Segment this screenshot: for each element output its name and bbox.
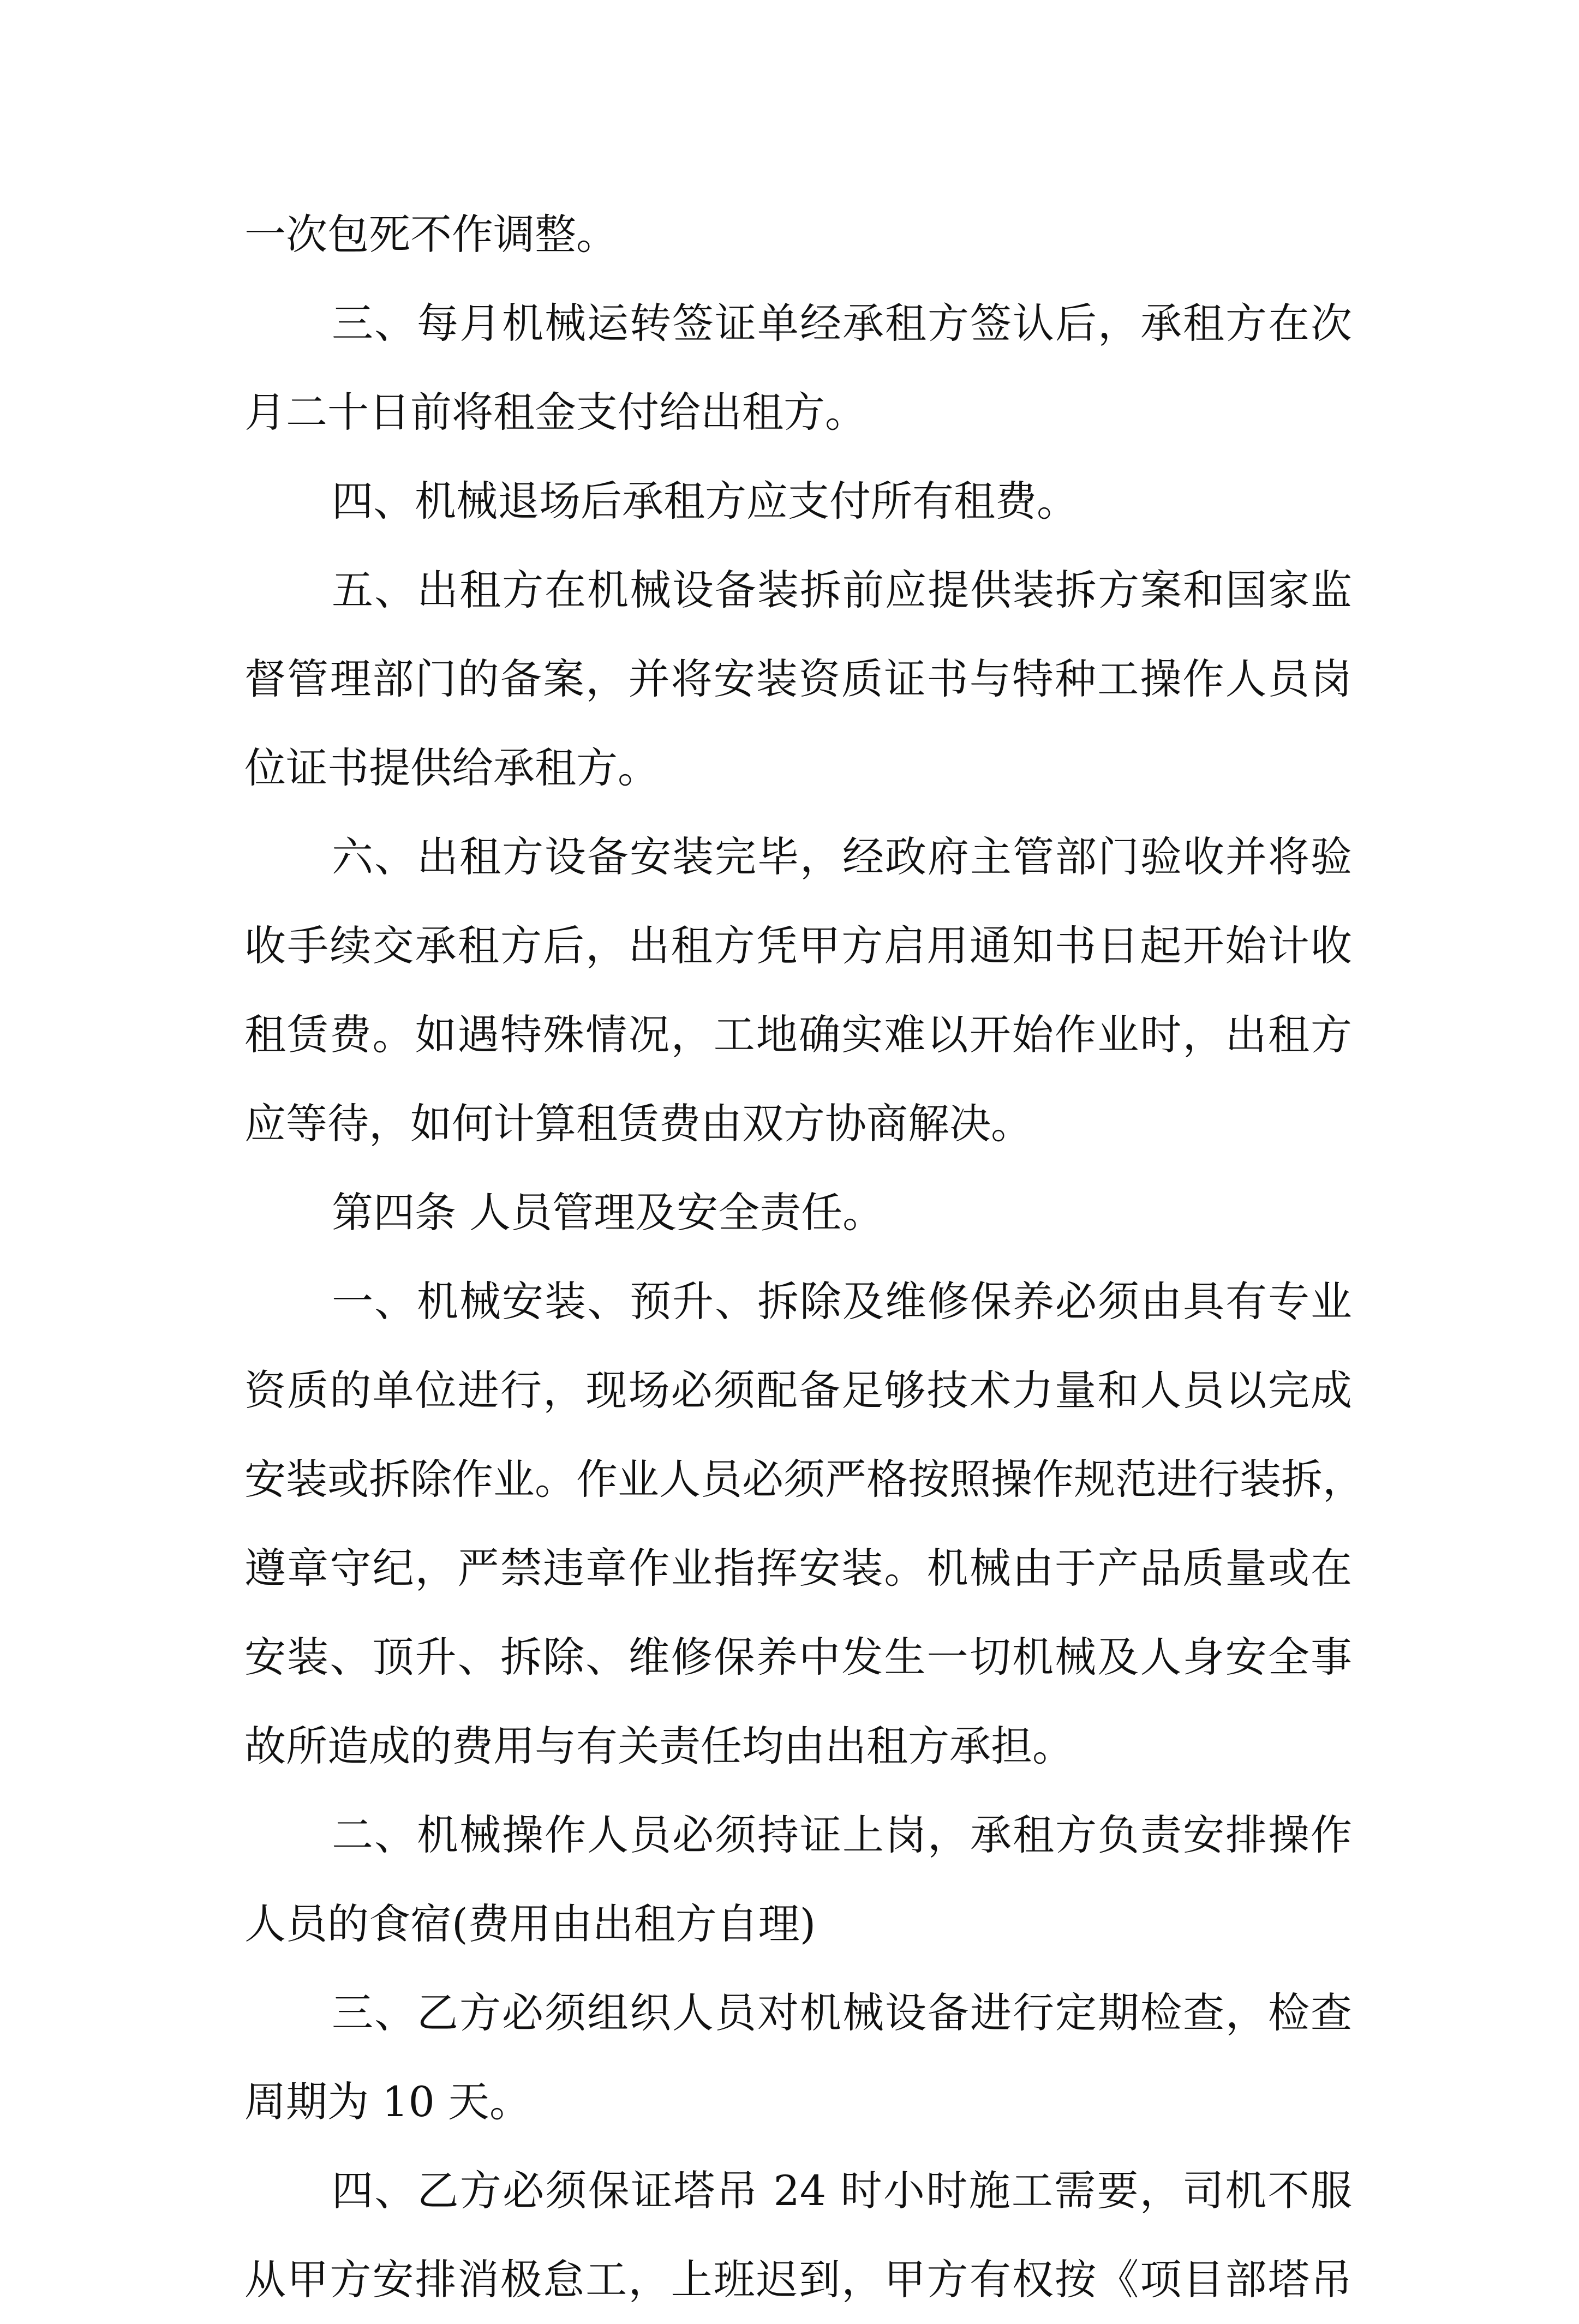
text-line: 租赁费。如遇特殊情况，工地确实难以开始作业时，出租方 (244, 1010, 1352, 1059)
text-line: 月二十日前将租金支付给出租方。 (244, 388, 866, 436)
text-line: 一次包死不作调整。 (244, 210, 618, 259)
text-line: 收手续交承租方后，出租方凭甲方启用通知书日起开始计收 (244, 921, 1352, 970)
text-line: 六、出租方设备安装完毕，经政府主管部门验收并将验 (332, 832, 1352, 881)
text-line: 三、每月机械运转签证单经承租方签认后，承租方在次 (332, 299, 1352, 348)
text-line: 位证书提供给承租方。 (244, 744, 659, 792)
text-line: 从甲方安排消极怠工，上班迟到，甲方有权按《项目部塔吊 (244, 2255, 1352, 2304)
text-line: 督管理部门的备案，并将安装资质证书与特种工操作人员岗 (244, 655, 1352, 703)
text-line: 二、机械操作人员必须持证上岗，承租方负责安排操作 (332, 1811, 1352, 1859)
text-line: 安装、顶升、拆除、维修保养中发生一切机械及人身安全事 (244, 1633, 1352, 1681)
text-line: 一、机械安装、预升、拆除及维修保养必须由具有专业 (332, 1277, 1352, 1326)
text-line: 周期为 10 天。 (244, 2077, 531, 2126)
text-line: 应等待，如何计算租赁费由双方协商解决。 (244, 1099, 1032, 1148)
text-line: 四、乙方必须保证塔吊 24 时小时施工需要，司机不服 (332, 2166, 1352, 2215)
text-line: 四、机械退场后承租方应支付所有租费。 (332, 477, 1078, 525)
text-line: 遵章守纪，严禁违章作业指挥安装。机械由于产品质量或在 (244, 1544, 1352, 1592)
text-line: 资质的单位进行，现场必须配备足够技术力量和人员以完成 (244, 1366, 1352, 1415)
section-heading: 第四条 人员管理及安全责任。 (332, 1188, 884, 1237)
text-line: 五、出租方在机械设备装拆前应提供装拆方案和国家监 (332, 566, 1352, 614)
text-line: 人员的食宿(费用由出租方自理) (244, 1900, 816, 1948)
text-line: 安装或拆除作业。作业人员必须严格按照操作规范进行装拆， (244, 1455, 1364, 1504)
text-line: 三、乙方必须组织人员对机械设备进行定期检查，检查 (332, 1988, 1352, 2037)
document-body (244, 190, 1364, 2324)
text-line: 故所造成的费用与有关责任均由出租方承担。 (244, 1722, 1074, 1770)
